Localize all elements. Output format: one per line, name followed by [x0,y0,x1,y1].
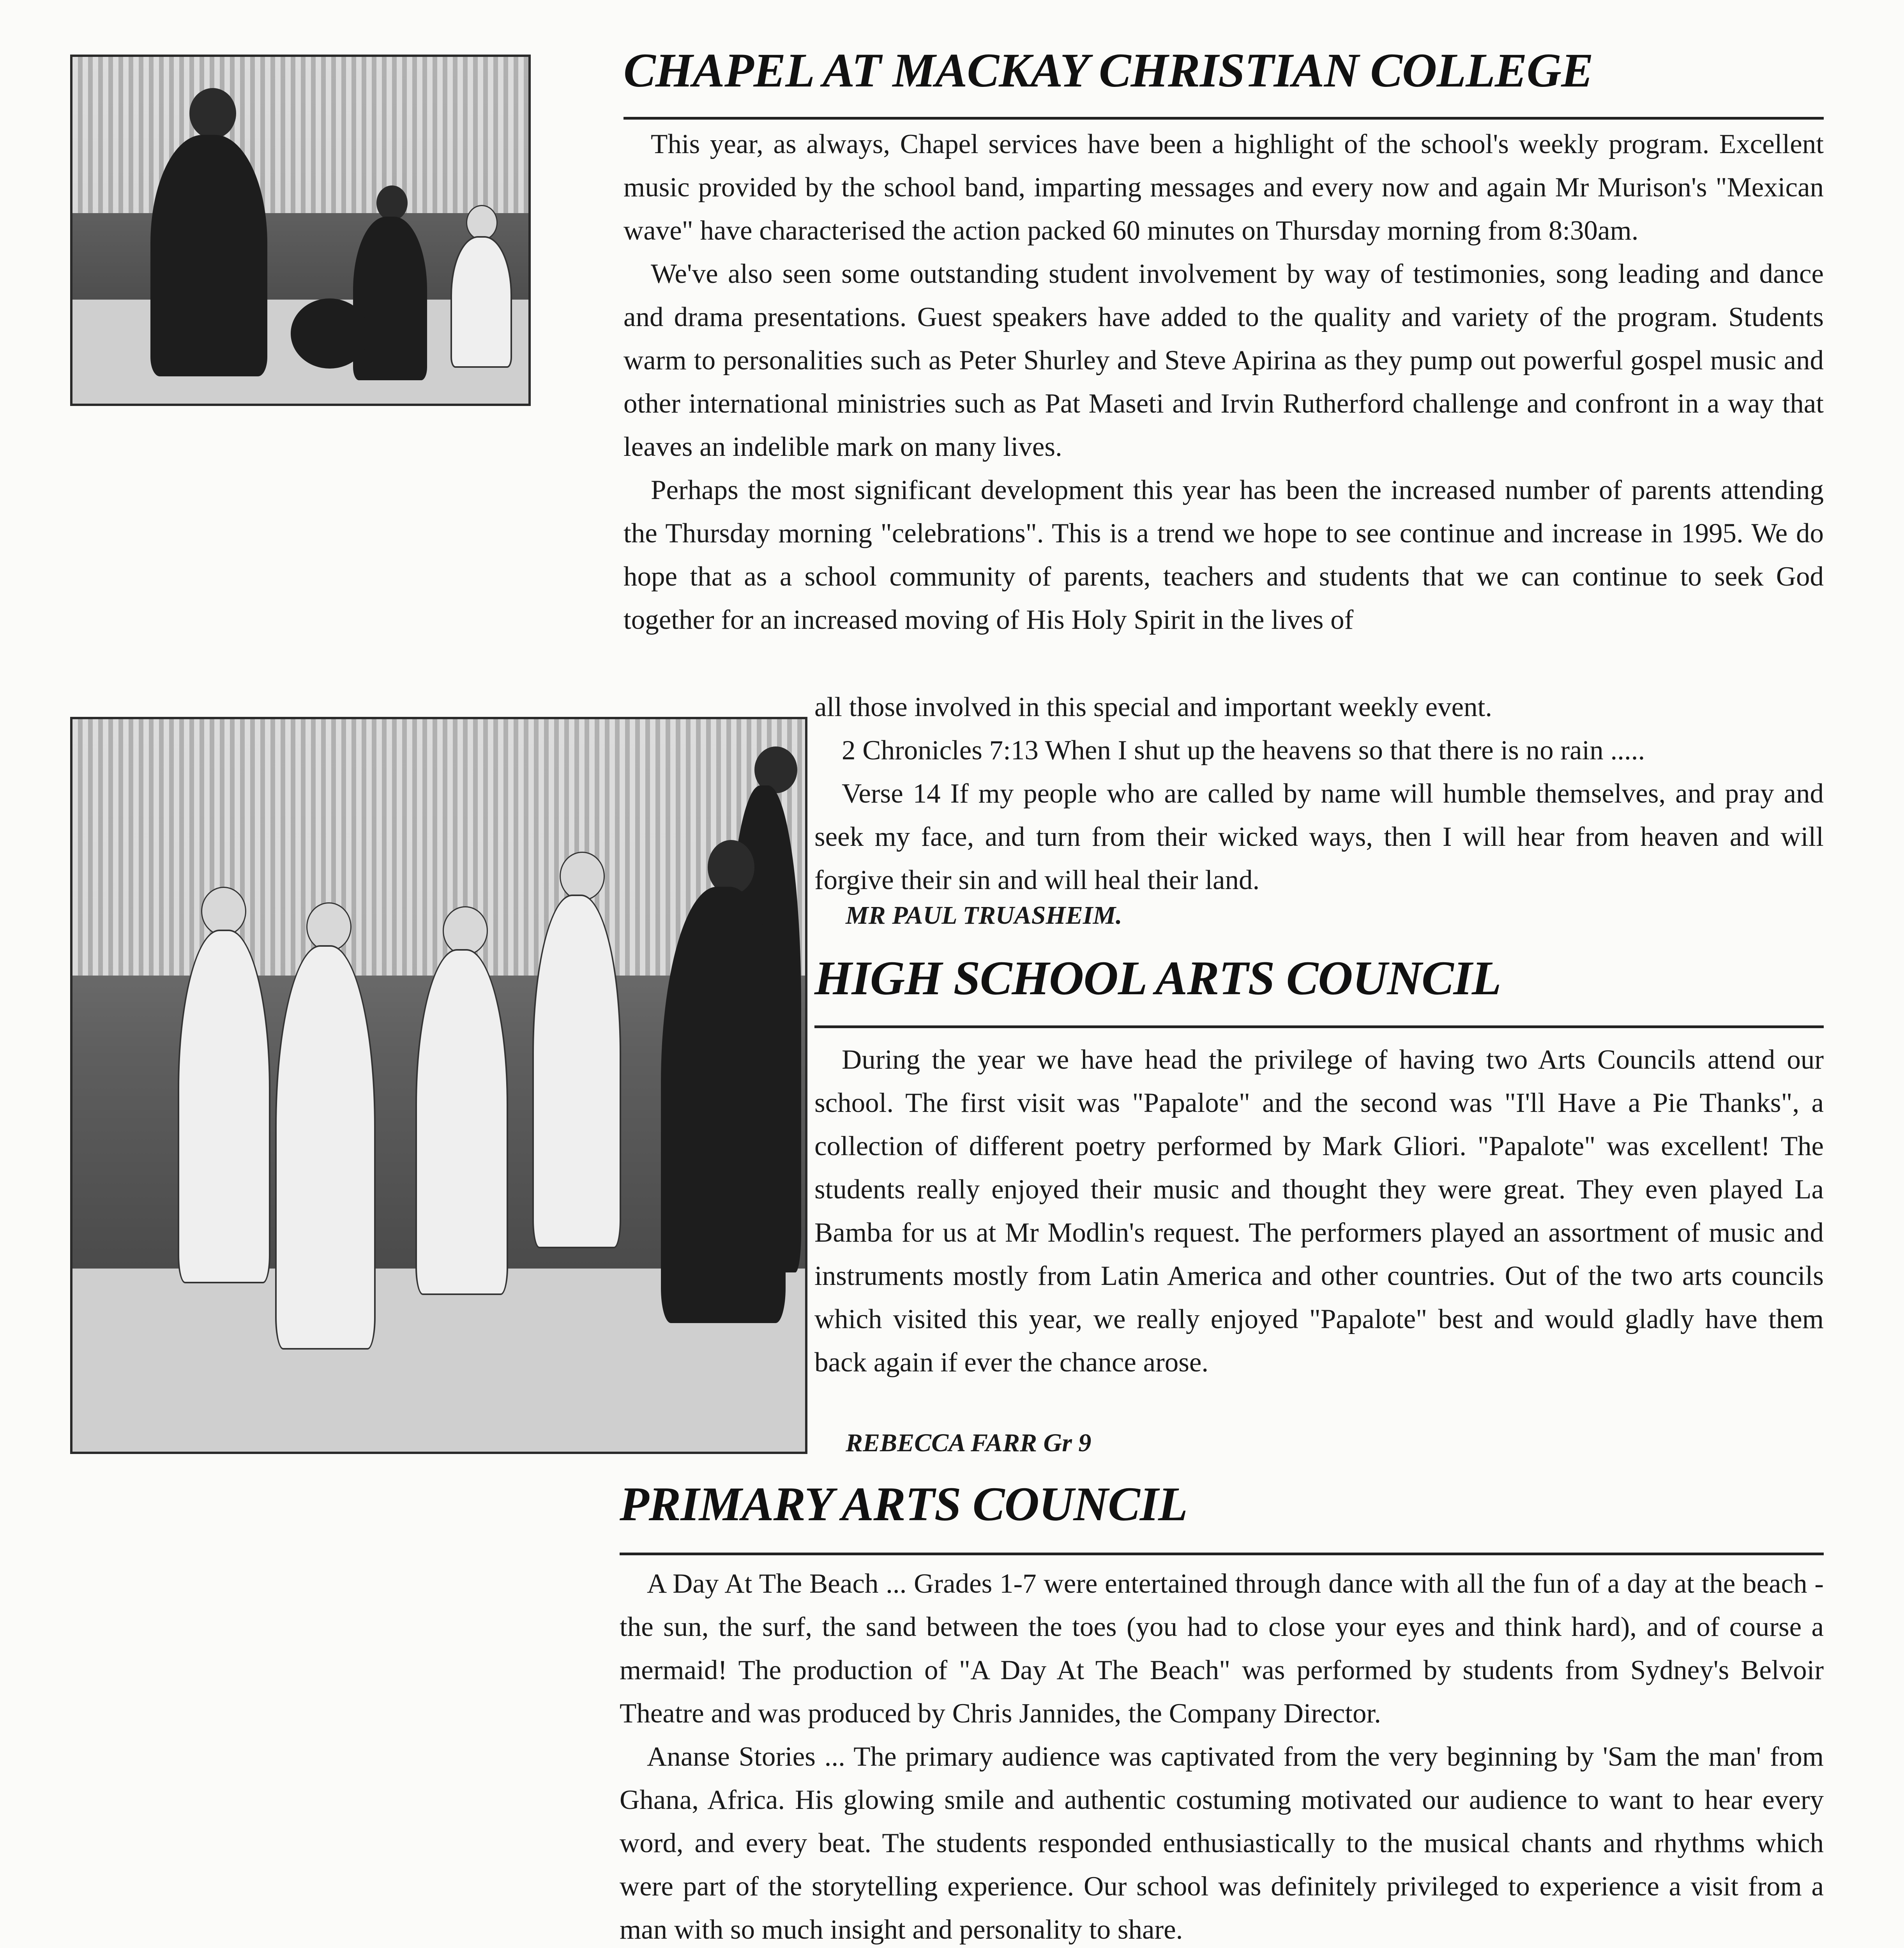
chapel-body [623,123,1824,642]
primary-title: PRIMARY ARTS COUNCIL [620,1477,1187,1531]
student-head-3 [443,906,488,955]
teacher-head [708,840,754,895]
singer-head-2 [466,205,498,240]
chapel-paragraph-2: We've also seen some outstanding student involvement by way of testimonies, song leading and dance and drama presentations. Guest speakers have added to the quality and variety of the program. Students warm to personalities such as Peter Shurley and Steve Apirina as they pump out powerful gospel music and other international ministries such as Pat Maseti and Irvin Rutherford challenge and confront in a way that leaves an indelible mark on many lives. [623,259,1824,462]
student-figure-3 [415,949,508,1295]
student-head-5 [201,887,246,936]
guitarist-figure [150,135,267,376]
chapel-band-photo [70,55,531,406]
chapel-title-rule [623,117,1824,120]
chapel-title: CHAPEL AT MACKAY CHRISTIAN COLLEGE [623,44,1593,97]
chapel-verse-14: Verse 14 If my people who are called by name will humble themselves, and pray and seek my face, and turn from their wicked ways, then I will hear from heaven and will forgive their sin and will heal their land. [814,778,1824,895]
singer-figure-2 [450,236,512,368]
student-head-4 [306,902,351,951]
high-school-body [814,1038,1824,1384]
chapel-paragraph-3-end: all those involved in this special and important weekly event. [814,692,1492,722]
chapel-body-continued [814,686,1824,902]
singer-figure [353,217,427,380]
drum-kit [291,298,369,369]
high-school-signature: REBECCA FARR Gr 9 [846,1429,1092,1457]
students-performance-photo [70,717,807,1454]
high-school-title: HIGH SCHOOL ARTS COUNCIL [814,951,1501,1005]
performer-head [189,88,236,139]
singer-head [376,185,408,221]
chapel-paragraph-3: Perhaps the most significant development this year has been the increased number of parents attending the Thursday morning "celebrations". This is a trend we hope to see continue and increase in 1995. We do hope that as a school community of parents, teachers and students that we can continue to seek God together for an increased moving of His Holy Spirit in the lives of [623,475,1824,635]
chapel-signature: MR PAUL TRUASHEIM. [846,901,1122,930]
high-school-title-rule [814,1025,1824,1028]
chapel-paragraph-1: This year, as always, Chapel services have been a highlight of the school's weekly program. Excellent music provided by the school band, imparting messages and every now and again Mr Murison's "Mexican wave" have characterised the action packed 60 minutes on Thursday morning from 8:30am. [623,129,1824,246]
student-head-2 [560,852,605,901]
teacher-figure [661,887,786,1323]
student-figure-2 [532,895,621,1248]
student-figure-4 [275,945,376,1350]
high-school-paragraph-1: During the year we have head the privilege of having two Arts Councils attend our school. The first visit was "Papalote" and the second was "I'll Have a Pie Thanks", a collection of different poetry performed by Mark Gliori. "Papalote" was excellent! The students really enjoyed their music and thought they were great. They even played La Bamba for us at Mr Modlin's request. The performers played an assortment of music and instruments mostly from Latin America and other countries. Out of the two arts councils which visited this year, we really enjoyed "Papalote" best and would gladly have them back again if ever the chance arose. [814,1045,1824,1378]
photo-curtain [72,57,528,213]
primary-body [620,1562,1824,1948]
primary-paragraph-2: Ananse Stories ... The primary audience was captivated from the very beginning by 'Sam the man' from Ghana, Africa. His glowing smile and authentic costuming motivated our audience to want to hear every word, and every beat. The students responded enthusiastically to the musical chants and rhythms which were part of the storytelling experience. Our school was definitely privileged to experience a visit from a man with so much insight and personality to share. [620,1742,1824,1945]
primary-paragraph-1: A Day At The Beach ... Grades 1-7 were entertained through dance with all the fun of a day at the beach - the sun, the surf, the sand between the toes (you had to close your eyes and think hard), and of course a mermaid! The production of "A Day At The Beach" was performed by students from Sydney's Belvoir Theatre and was produced by Chris Jannides, the Company Director. [620,1569,1824,1729]
chapel-verse-ref: 2 Chronicles 7:13 When I shut up the heavens so that there is no rain ..... [842,735,1645,766]
student-figure-5 [178,930,270,1283]
primary-title-rule [620,1553,1824,1555]
